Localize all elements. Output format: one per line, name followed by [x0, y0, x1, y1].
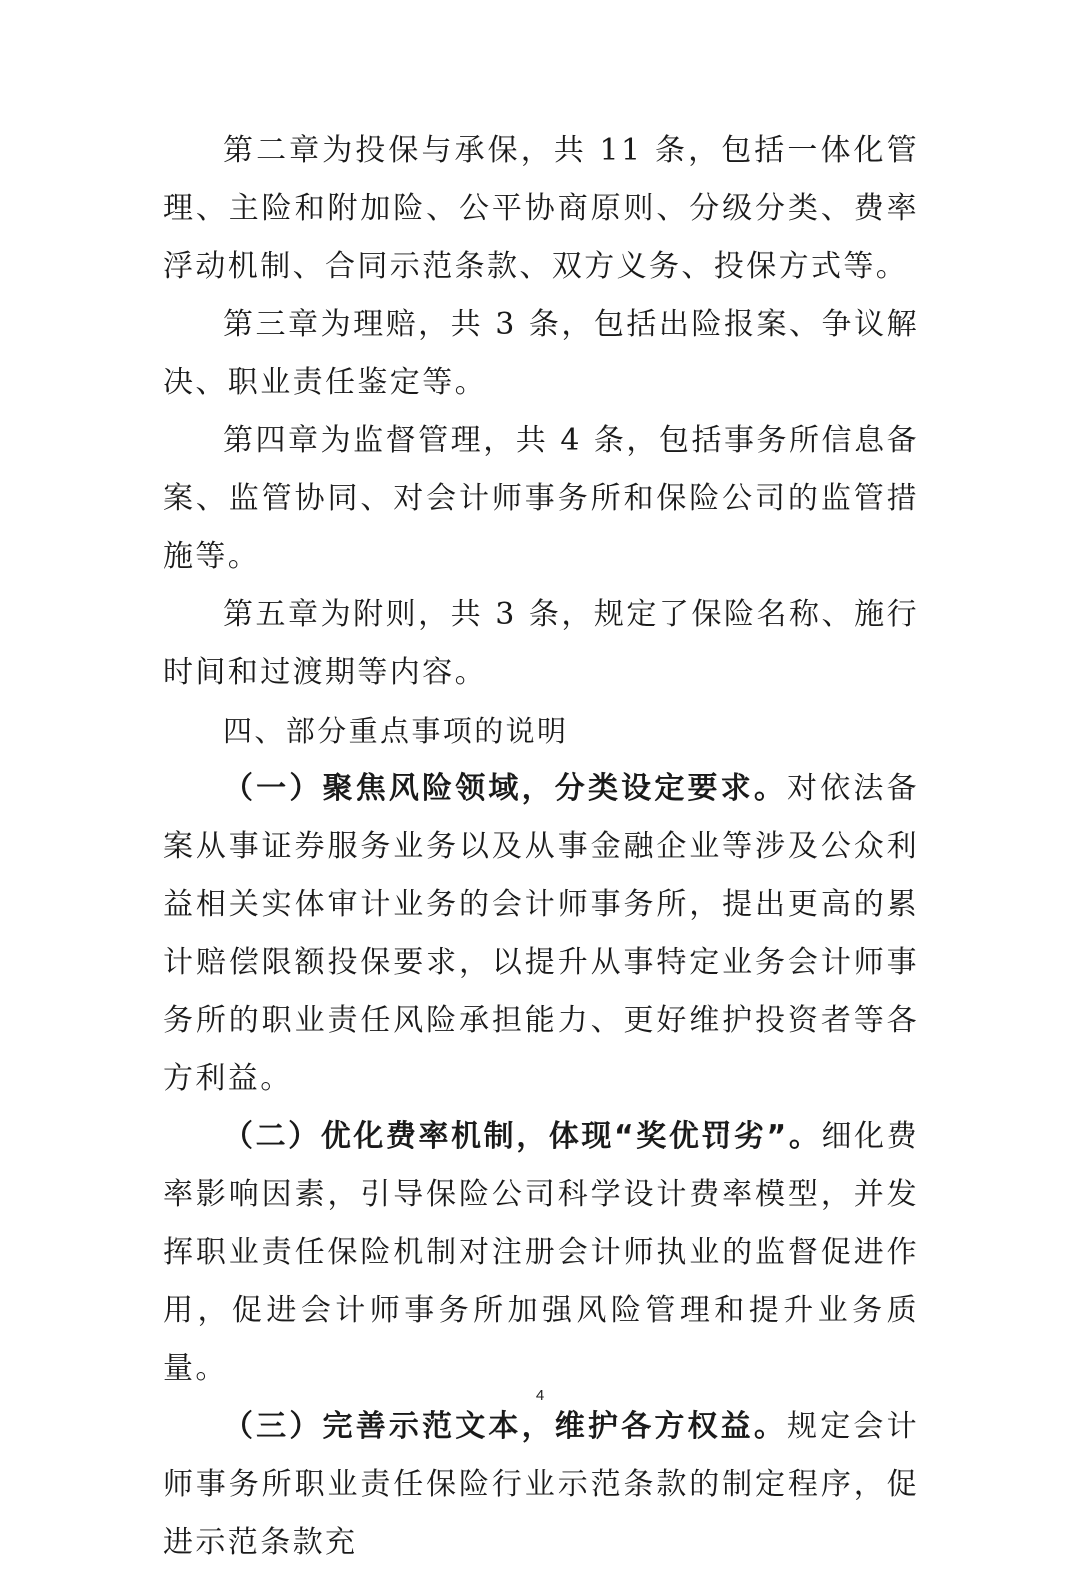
paragraph-text: 规定会计师事务所职业责任保险行业示范条款的制定程序，促进示范条款充 — [163, 1409, 919, 1560]
paragraph-text: 第五章为附则，共 3 条，规定了保险名称、施行时间和过渡期等内容。 — [163, 597, 919, 690]
page-number: 4 — [535, 1387, 545, 1404]
paragraph-chapter-4 — [163, 412, 919, 586]
section-heading — [163, 702, 919, 760]
paragraph-item-3 — [163, 1398, 919, 1572]
paragraph-item-1 — [163, 760, 919, 1108]
paragraph-lead: （一）聚焦风险领域，分类设定要求。 — [223, 771, 788, 806]
paragraph-text: 第二章为投保与承保，共 11 条，包括一体化管理、主险和附加险、公平协商原则、分级分类、费率浮动机制、合同示范条款、双方义务、投保方式等。 — [163, 133, 919, 284]
section-heading-text: 四、部分重点事项的说明 — [223, 714, 569, 748]
paragraph-text: 对依法备案从事证券服务业务以及从事金融企业等涉及公众利益相关实体审计业务的会计师事务所，提出更高的累计赔偿限额投保要求，以提升从事特定业务会计师事务所的职业责任风险承担能力、更好维护投资者等各方利益。 — [163, 771, 919, 1096]
paragraph-text: 第三章为理赔，共 3 条，包括出险报案、争议解决、职业责任鉴定等。 — [163, 307, 919, 400]
paragraph-text: 细化费率影响因素，引导保险公司科学设计费率模型，并发挥职业责任保险机制对注册会计师执业的监督促进作用，促进会计师事务所加强风险管理和提升业务质量。 — [163, 1119, 919, 1386]
paragraph-chapter-5 — [163, 586, 919, 702]
paragraph-lead: （三）完善示范文本，维护各方权益。 — [223, 1409, 788, 1444]
paragraph-chapter-2 — [163, 122, 919, 296]
paragraph-lead: （二）优化费率机制，体现“奖优罚劣”。 — [223, 1119, 822, 1154]
body-text — [163, 122, 919, 1572]
paragraph-chapter-3 — [163, 296, 919, 412]
paragraph-text: 第四章为监督管理，共 4 条，包括事务所信息备案、监管协同、对会计师事务所和保险公司的监管措施等。 — [163, 423, 919, 574]
paragraph-item-2 — [163, 1108, 919, 1398]
